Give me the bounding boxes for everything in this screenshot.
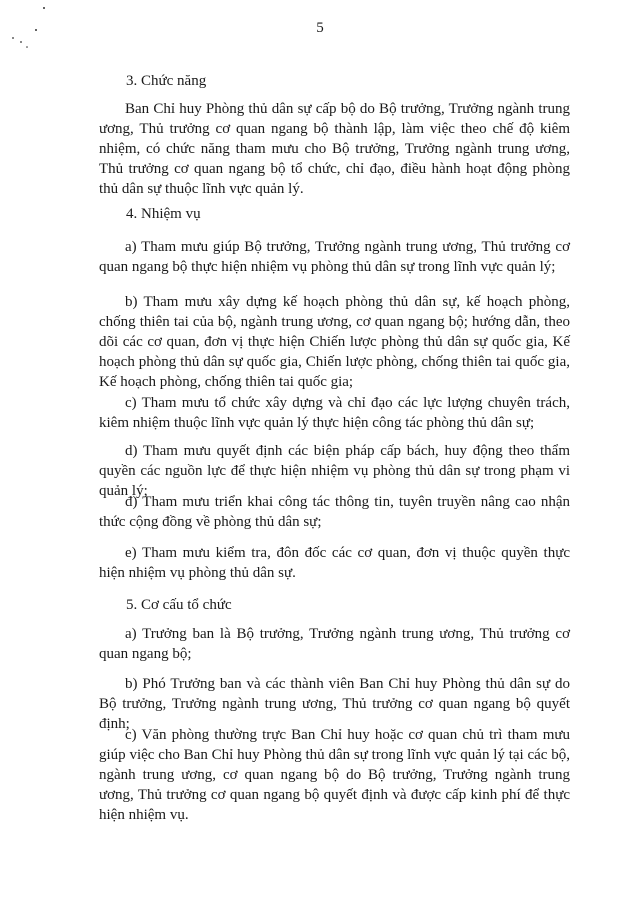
paragraph-structure-c: c) Văn phòng thường trực Ban Chỉ huy hoặc cơ quan chủ trì tham mưu giúp việc cho Ban Chỉ huy Phòng thủ dân sự trong lĩnh vực quản lý tại các bộ, ngành trung ương, cơ quan ngang bộ do Bộ trưởng, Trưởng ngành trung ương, Thủ trưởng cơ quan ngang bộ quyết định và được cấp kinh phí để thực hiện nhiệm vụ. [99, 727, 570, 823]
page-number: 5 [316, 20, 324, 36]
paragraph-functions: Ban Chỉ huy Phòng thủ dân sự cấp bộ do Bộ trưởng, Trưởng ngành trung ương, Thủ trưởng cơ quan ngang bộ thành lập, làm việc theo chế độ kiêm nhiệm, có chức năng tham mưu cho Bộ trưởng, Trưởng ngành trung ương, Thủ trưởng cơ quan ngang bộ tổ chức, chỉ đạo, điều hành hoạt động phòng thủ dân sự thuộc lĩnh vực quản lý. [99, 101, 570, 197]
paragraph-duty-e: e) Tham mưu kiểm tra, đôn đốc các cơ quan, đơn vị thuộc quyền thực hiện nhiệm vụ phòng thủ dân sự. [99, 545, 570, 581]
paragraph-structure-b: b) Phó Trưởng ban và các thành viên Ban Chỉ huy Phòng thủ dân sự do Bộ trưởng, Trưởng ngành trung ương, Thủ trưởng cơ quan ngang bộ quyết định; [99, 676, 570, 732]
paragraph-duty-c: c) Tham mưu tổ chức xây dựng và chỉ đạo các lực lượng chuyên trách, kiêm nhiệm thuộc lĩnh vực quản lý thực hiện công tác phòng thủ dân sự; [99, 395, 570, 431]
paragraph-duty-a: a) Tham mưu giúp Bộ trưởng, Trưởng ngành trung ương, Thủ trưởng cơ quan ngang bộ thực hiện nhiệm vụ phòng thủ dân sự trong lĩnh vực quản lý; [99, 239, 570, 275]
paragraph-structure-a: a) Trưởng ban là Bộ trưởng, Trưởng ngành trung ương, Thủ trưởng cơ quan ngang bộ; [99, 626, 570, 662]
scan-specks [0, 0, 80, 80]
paragraph-duty-dd: đ) Tham mưu triển khai công tác thông tin, tuyên truyền nâng cao nhận thức cộng đồng về phòng thủ dân sự; [99, 494, 570, 530]
paragraph-duty-d: d) Tham mưu quyết định các biện pháp cấp bách, huy động theo thẩm quyền các nguồn lực để thực hiện nhiệm vụ phòng thủ dân sự trong phạm vi quản lý; [99, 443, 570, 499]
section-heading-duties: 4. Nhiệm vụ [126, 206, 201, 222]
section-heading-functions: 3. Chức năng [126, 73, 207, 89]
paragraph-duty-b: b) Tham mưu xây dựng kế hoạch phòng thủ dân sự, kế hoạch phòng, chống thiên tai của bộ, ngành trung ương, cơ quan ngang bộ; hướng dẫn, theo dõi các cơ quan, đơn vị thực hiện Chiến lược phòng thủ dân sự quốc gia, Kế hoạch phòng thủ dân sự quốc gia, Chiến lược phòng, chống thiên tai quốc gia, Kế hoạch phòng, chống thiên tai quốc gia; [99, 294, 570, 390]
section-heading-structure: 5. Cơ cấu tổ chức [126, 597, 232, 613]
